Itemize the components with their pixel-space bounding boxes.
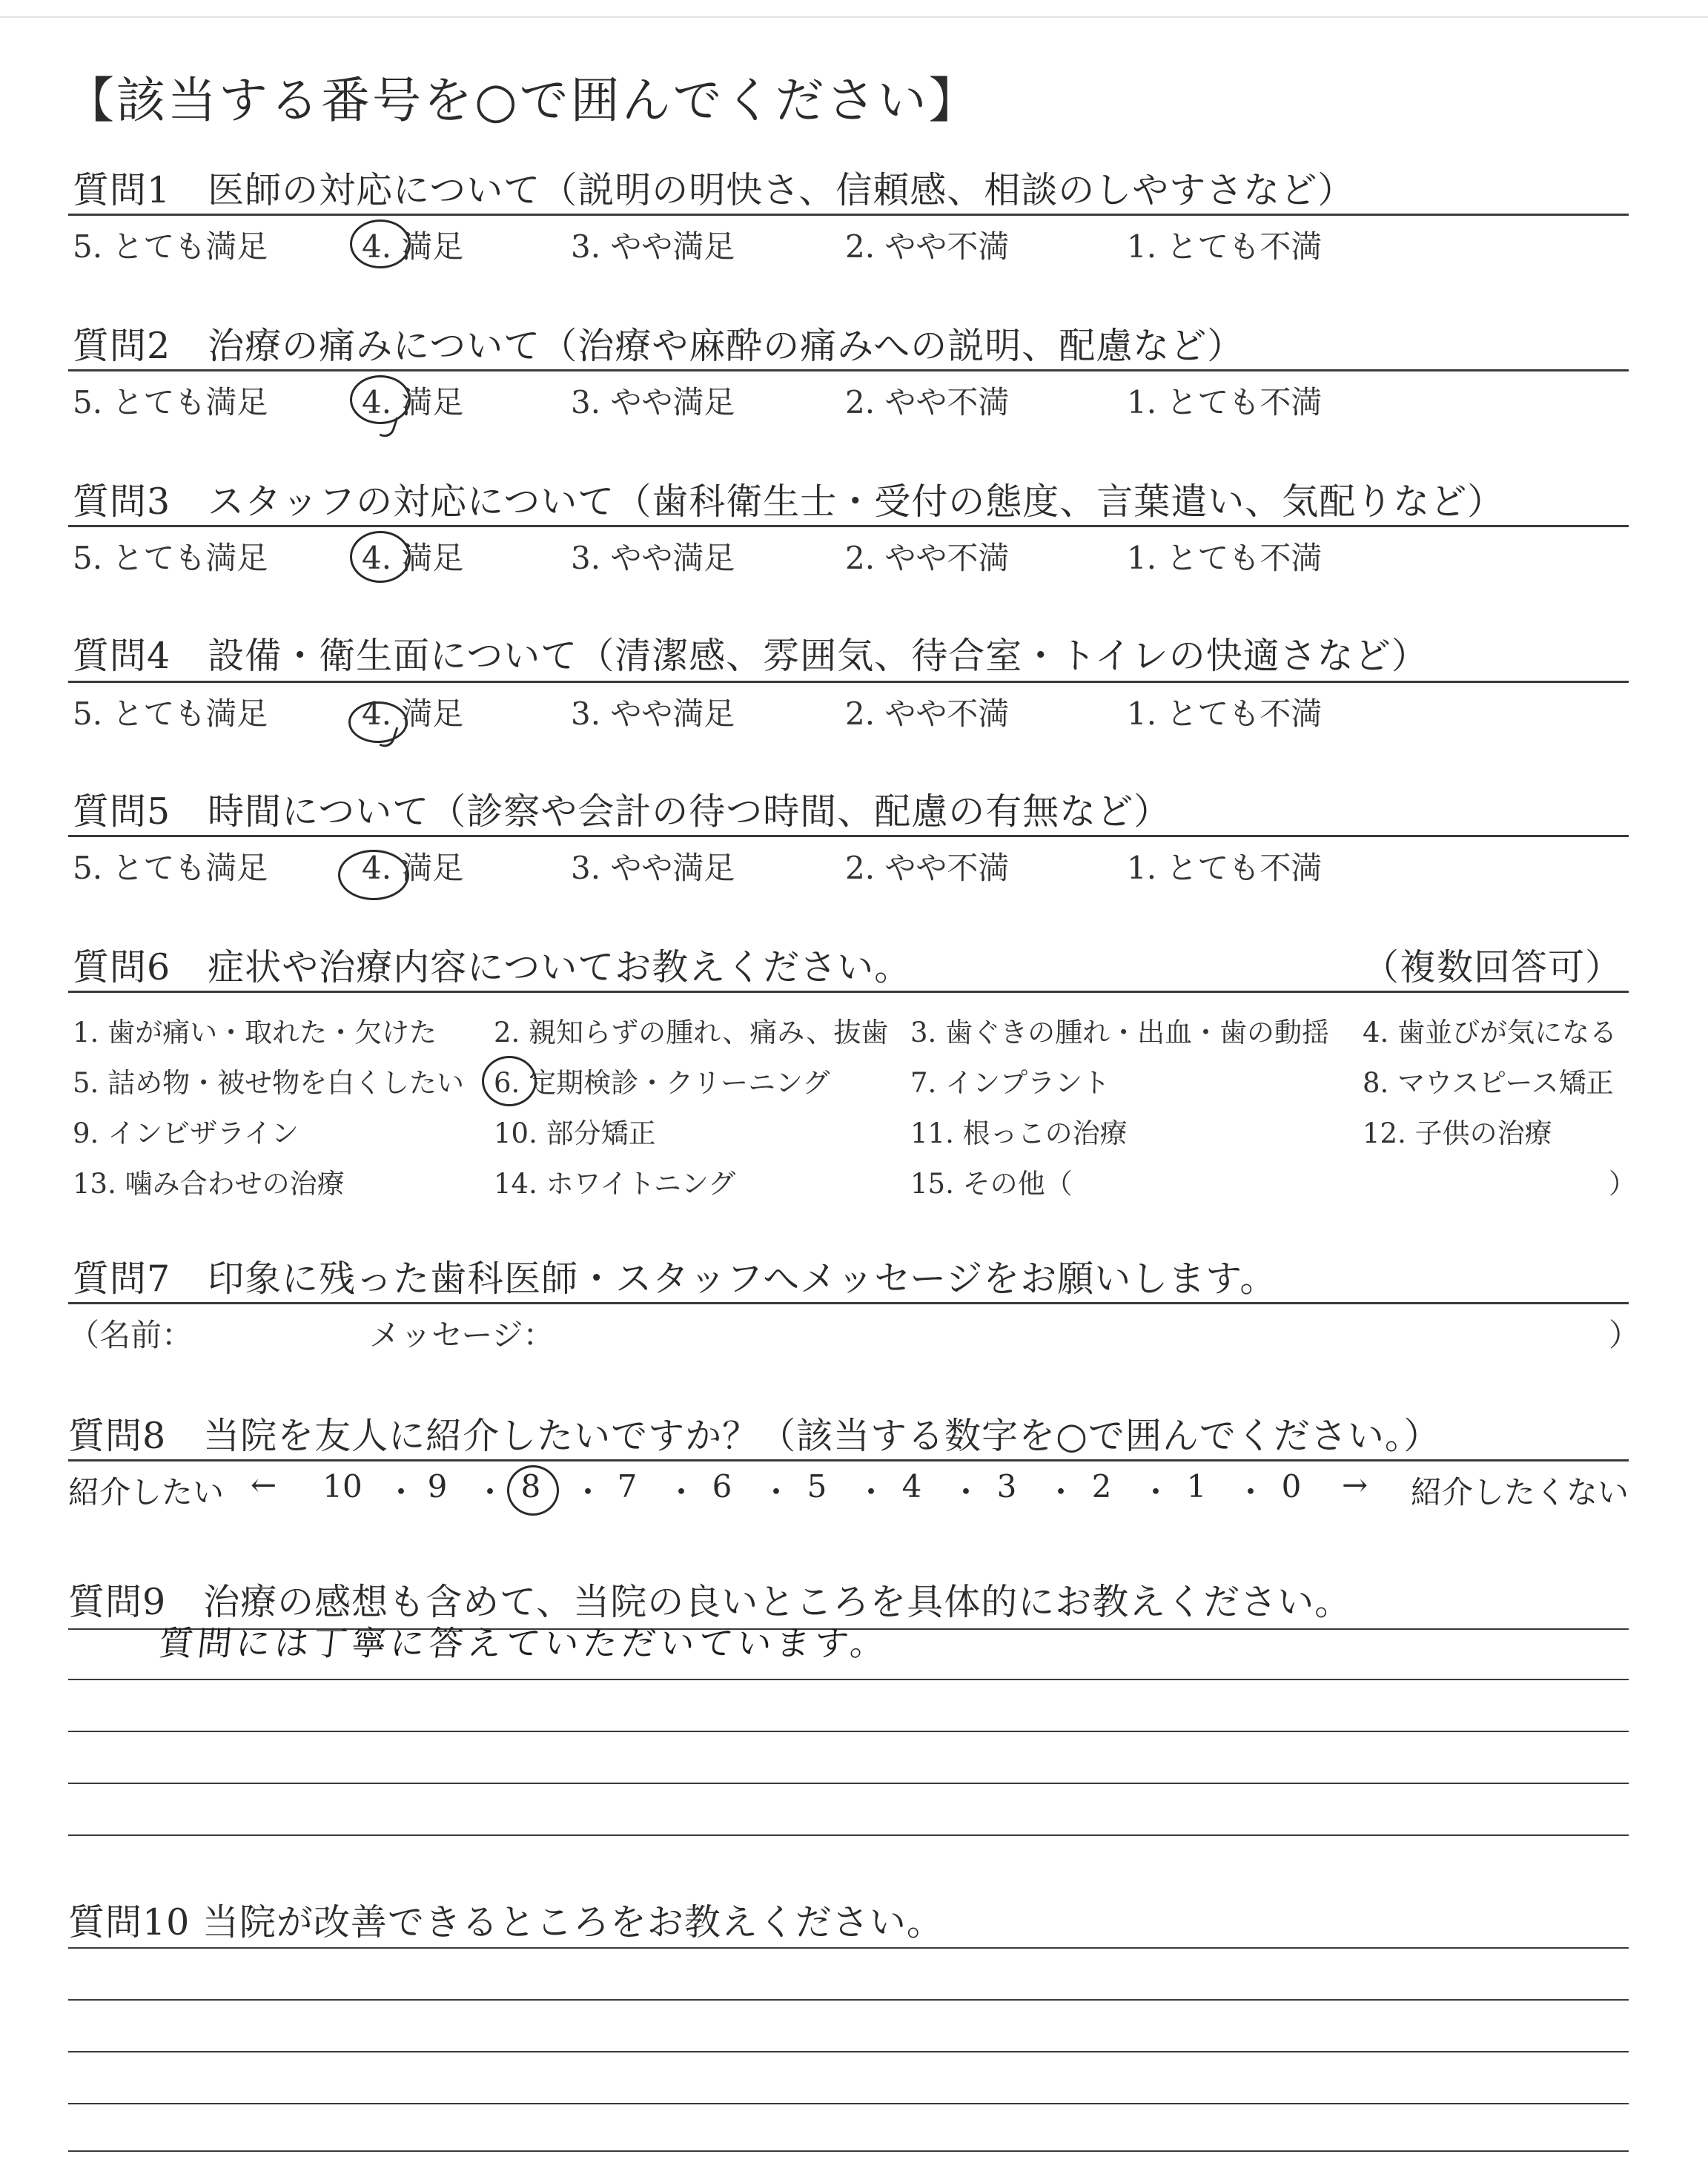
q2-option-4[interactable]: 4. 満足	[362, 384, 464, 420]
q8-scale-8[interactable]: 8	[520, 1468, 541, 1505]
q1-option-1[interactable]: 1. とても不満	[1127, 228, 1323, 265]
q8-separator: ・	[1235, 1474, 1267, 1510]
right-arrow-icon: →	[1342, 1467, 1368, 1503]
q8-rule	[68, 1459, 1629, 1462]
q10-line	[68, 1999, 1629, 2001]
q1-rule	[68, 214, 1629, 216]
q7-rule	[68, 1302, 1629, 1304]
q6-option-5[interactable]: 5. 詰め物・被せ物を白くしたい	[73, 1067, 465, 1099]
q6-option-11[interactable]: 11. 根っこの治療	[910, 1117, 1128, 1149]
q8-scale-1[interactable]: 1	[1186, 1468, 1207, 1505]
q3-option-4[interactable]: 4. 満足	[362, 540, 464, 576]
q2-option-2[interactable]: 2. やや不満	[845, 384, 1010, 420]
q8-separator: ・	[666, 1474, 698, 1510]
q8-separator: ・	[385, 1474, 417, 1510]
q5-option-3[interactable]: 3. やや満足	[571, 850, 735, 886]
q6-option-8[interactable]: 8. マウスピース矯正	[1363, 1067, 1614, 1099]
page-title: 【該当する番号を○で囲んでください】	[65, 72, 980, 129]
q8-separator: ・	[572, 1474, 604, 1510]
q1-option-2[interactable]: 2. やや不満	[845, 228, 1010, 265]
q6-other-close: ）	[1609, 1168, 1636, 1200]
q3-option-1[interactable]: 1. とても不満	[1127, 540, 1323, 576]
q5-selection-circle	[338, 850, 409, 900]
q6-option-6[interactable]: 6. 定期検診・クリーニング	[494, 1067, 830, 1099]
q8-right-label: 紹介したくない	[1410, 1474, 1629, 1510]
q1-selection-circle	[350, 219, 411, 268]
q9-line	[68, 1731, 1629, 1732]
q2-option-1[interactable]: 1. とても不満	[1127, 384, 1323, 420]
q8-selection-circle	[507, 1465, 559, 1516]
q8-left-label: 紹介したい	[68, 1474, 225, 1510]
q3-selection-circle	[350, 531, 411, 583]
q3-option-3[interactable]: 3. やや満足	[571, 540, 735, 576]
q8-scale-4[interactable]: 4	[901, 1468, 922, 1505]
q2-title: 質問2 治療の痛みについて（治療や麻酔の痛みへの説明、配慮など）	[73, 325, 1245, 367]
q6-selection-circle	[482, 1056, 537, 1106]
q6-title: 質問6 症状や治療内容についてお教えください。	[73, 946, 912, 988]
q8-scale-9[interactable]: 9	[427, 1468, 448, 1505]
q4-title: 質問4 設備・衛生面について（清潔感、雰囲気、待合室・トイレの快適さなど）	[73, 635, 1429, 677]
q1-title: 質問1 医師の対応について（説明の明快さ、信頼感、相談のしやすさなど）	[73, 169, 1355, 211]
q8-separator: ・	[1140, 1474, 1172, 1510]
q8-scale-5[interactable]: 5	[807, 1468, 827, 1505]
q10-title: 質問10 当院が改善できるところをお教えください。	[68, 1901, 944, 1943]
q8-scale-6[interactable]: 6	[712, 1468, 732, 1505]
q6-option-14[interactable]: 14. ホワイトニング	[494, 1168, 736, 1200]
q6-option-9[interactable]: 9. インビザライン	[73, 1117, 299, 1149]
q4-option-4[interactable]: 4. 満足	[362, 696, 464, 732]
q5-option-5[interactable]: 5. とても満足	[73, 850, 268, 886]
q6-rule	[68, 991, 1629, 993]
q7-title: 質問7 印象に残った歯科医師・スタッフへメッセージをお願いします。	[73, 1258, 1277, 1300]
q6-option-4[interactable]: 4. 歯並びが気になる	[1363, 1017, 1618, 1048]
q4-option-3[interactable]: 3. やや満足	[571, 696, 735, 732]
q8-scale-10[interactable]: 10	[322, 1468, 363, 1505]
q5-option-1[interactable]: 1. とても不満	[1127, 850, 1323, 886]
q6-option-3[interactable]: 3. 歯ぐきの腫れ・出血・歯の動揺	[910, 1017, 1330, 1048]
q4-rule	[68, 681, 1629, 683]
q8-scale-3[interactable]: 3	[996, 1468, 1017, 1505]
q10-line	[68, 2051, 1629, 2052]
q8-separator: ・	[855, 1474, 887, 1510]
q4-option-1[interactable]: 1. とても不満	[1127, 696, 1323, 732]
q6-multiple-note: （複数回答可）	[1363, 946, 1623, 988]
q3-option-5[interactable]: 5. とても満足	[73, 540, 268, 576]
q10-line	[68, 1947, 1629, 1949]
q5-title: 質問5 時間について（診察や会計の待つ時間、配慮の有無など）	[73, 790, 1171, 833]
q1-option-3[interactable]: 3. やや満足	[571, 228, 735, 265]
q7-close-paren: ）	[1609, 1317, 1641, 1353]
q9-handwritten-answer: 質問には丁寧に答えていただいています。	[156, 1623, 891, 1663]
q3-title: 質問3 スタッフの対応について（歯科衛生士・受付の態度、言葉遣い、気配りなど）	[73, 480, 1505, 523]
q6-option-2[interactable]: 2. 親知らずの腫れ、痛み、抜歯	[494, 1017, 889, 1048]
q1-option-4[interactable]: 4. 満足	[362, 228, 464, 265]
q2-rule	[68, 369, 1629, 371]
q7-name-label: （名前：	[68, 1317, 193, 1353]
q9-line	[68, 1783, 1629, 1784]
q8-title: 質問8 当院を友人に紹介したいですか？（該当する数字を○で囲んでください。）	[68, 1415, 1441, 1457]
q8-scale-2[interactable]: 2	[1091, 1468, 1112, 1505]
q8-separator: ・	[950, 1474, 982, 1510]
q5-option-4[interactable]: 4. 満足	[362, 850, 464, 886]
q8-scale-row	[68, 1468, 1629, 1510]
q8-scale-7[interactable]: 7	[617, 1468, 638, 1505]
q6-option-10[interactable]: 10. 部分矯正	[494, 1117, 656, 1149]
q8-separator: ・	[474, 1474, 506, 1510]
q9-line	[68, 1834, 1629, 1836]
q2-option-3[interactable]: 3. やや満足	[571, 384, 735, 420]
q6-option-12[interactable]: 12. 子供の治療	[1363, 1117, 1552, 1149]
q5-option-2[interactable]: 2. やや不満	[845, 850, 1010, 886]
q8-scale-0[interactable]: 0	[1281, 1468, 1302, 1505]
q2-selection-circle	[350, 375, 411, 424]
q8-separator: ・	[761, 1474, 792, 1510]
q4-selection-circle	[348, 701, 408, 743]
q10-line	[68, 2150, 1629, 2152]
q6-option-1[interactable]: 1. 歯が痛い・取れた・欠けた	[73, 1017, 437, 1048]
q7-message-label: メッセージ：	[369, 1317, 555, 1353]
q10-line	[68, 2103, 1629, 2104]
q6-option-7[interactable]: 7. インプラント	[910, 1067, 1110, 1099]
q3-rule	[68, 525, 1629, 527]
q9-line	[68, 1679, 1629, 1680]
left-arrow-icon: ←	[251, 1467, 277, 1503]
q2-option-5[interactable]: 5. とても満足	[73, 384, 268, 420]
q9-title: 質問9 治療の感想も含めて、当院の良いところを具体的にお教えください。	[68, 1581, 1352, 1623]
q6-option-15[interactable]: 15. その他（	[910, 1168, 1073, 1200]
q8-separator: ・	[1045, 1474, 1077, 1510]
q5-rule	[68, 835, 1629, 837]
q6-option-13[interactable]: 13. 噛み合わせの治療	[73, 1168, 345, 1200]
q4-option-5[interactable]: 5. とても満足	[73, 696, 268, 732]
q1-option-5[interactable]: 5. とても満足	[73, 228, 268, 265]
top-border	[0, 16, 1708, 18]
q3-option-2[interactable]: 2. やや不満	[845, 540, 1010, 576]
q4-option-2[interactable]: 2. やや不満	[845, 696, 1010, 732]
